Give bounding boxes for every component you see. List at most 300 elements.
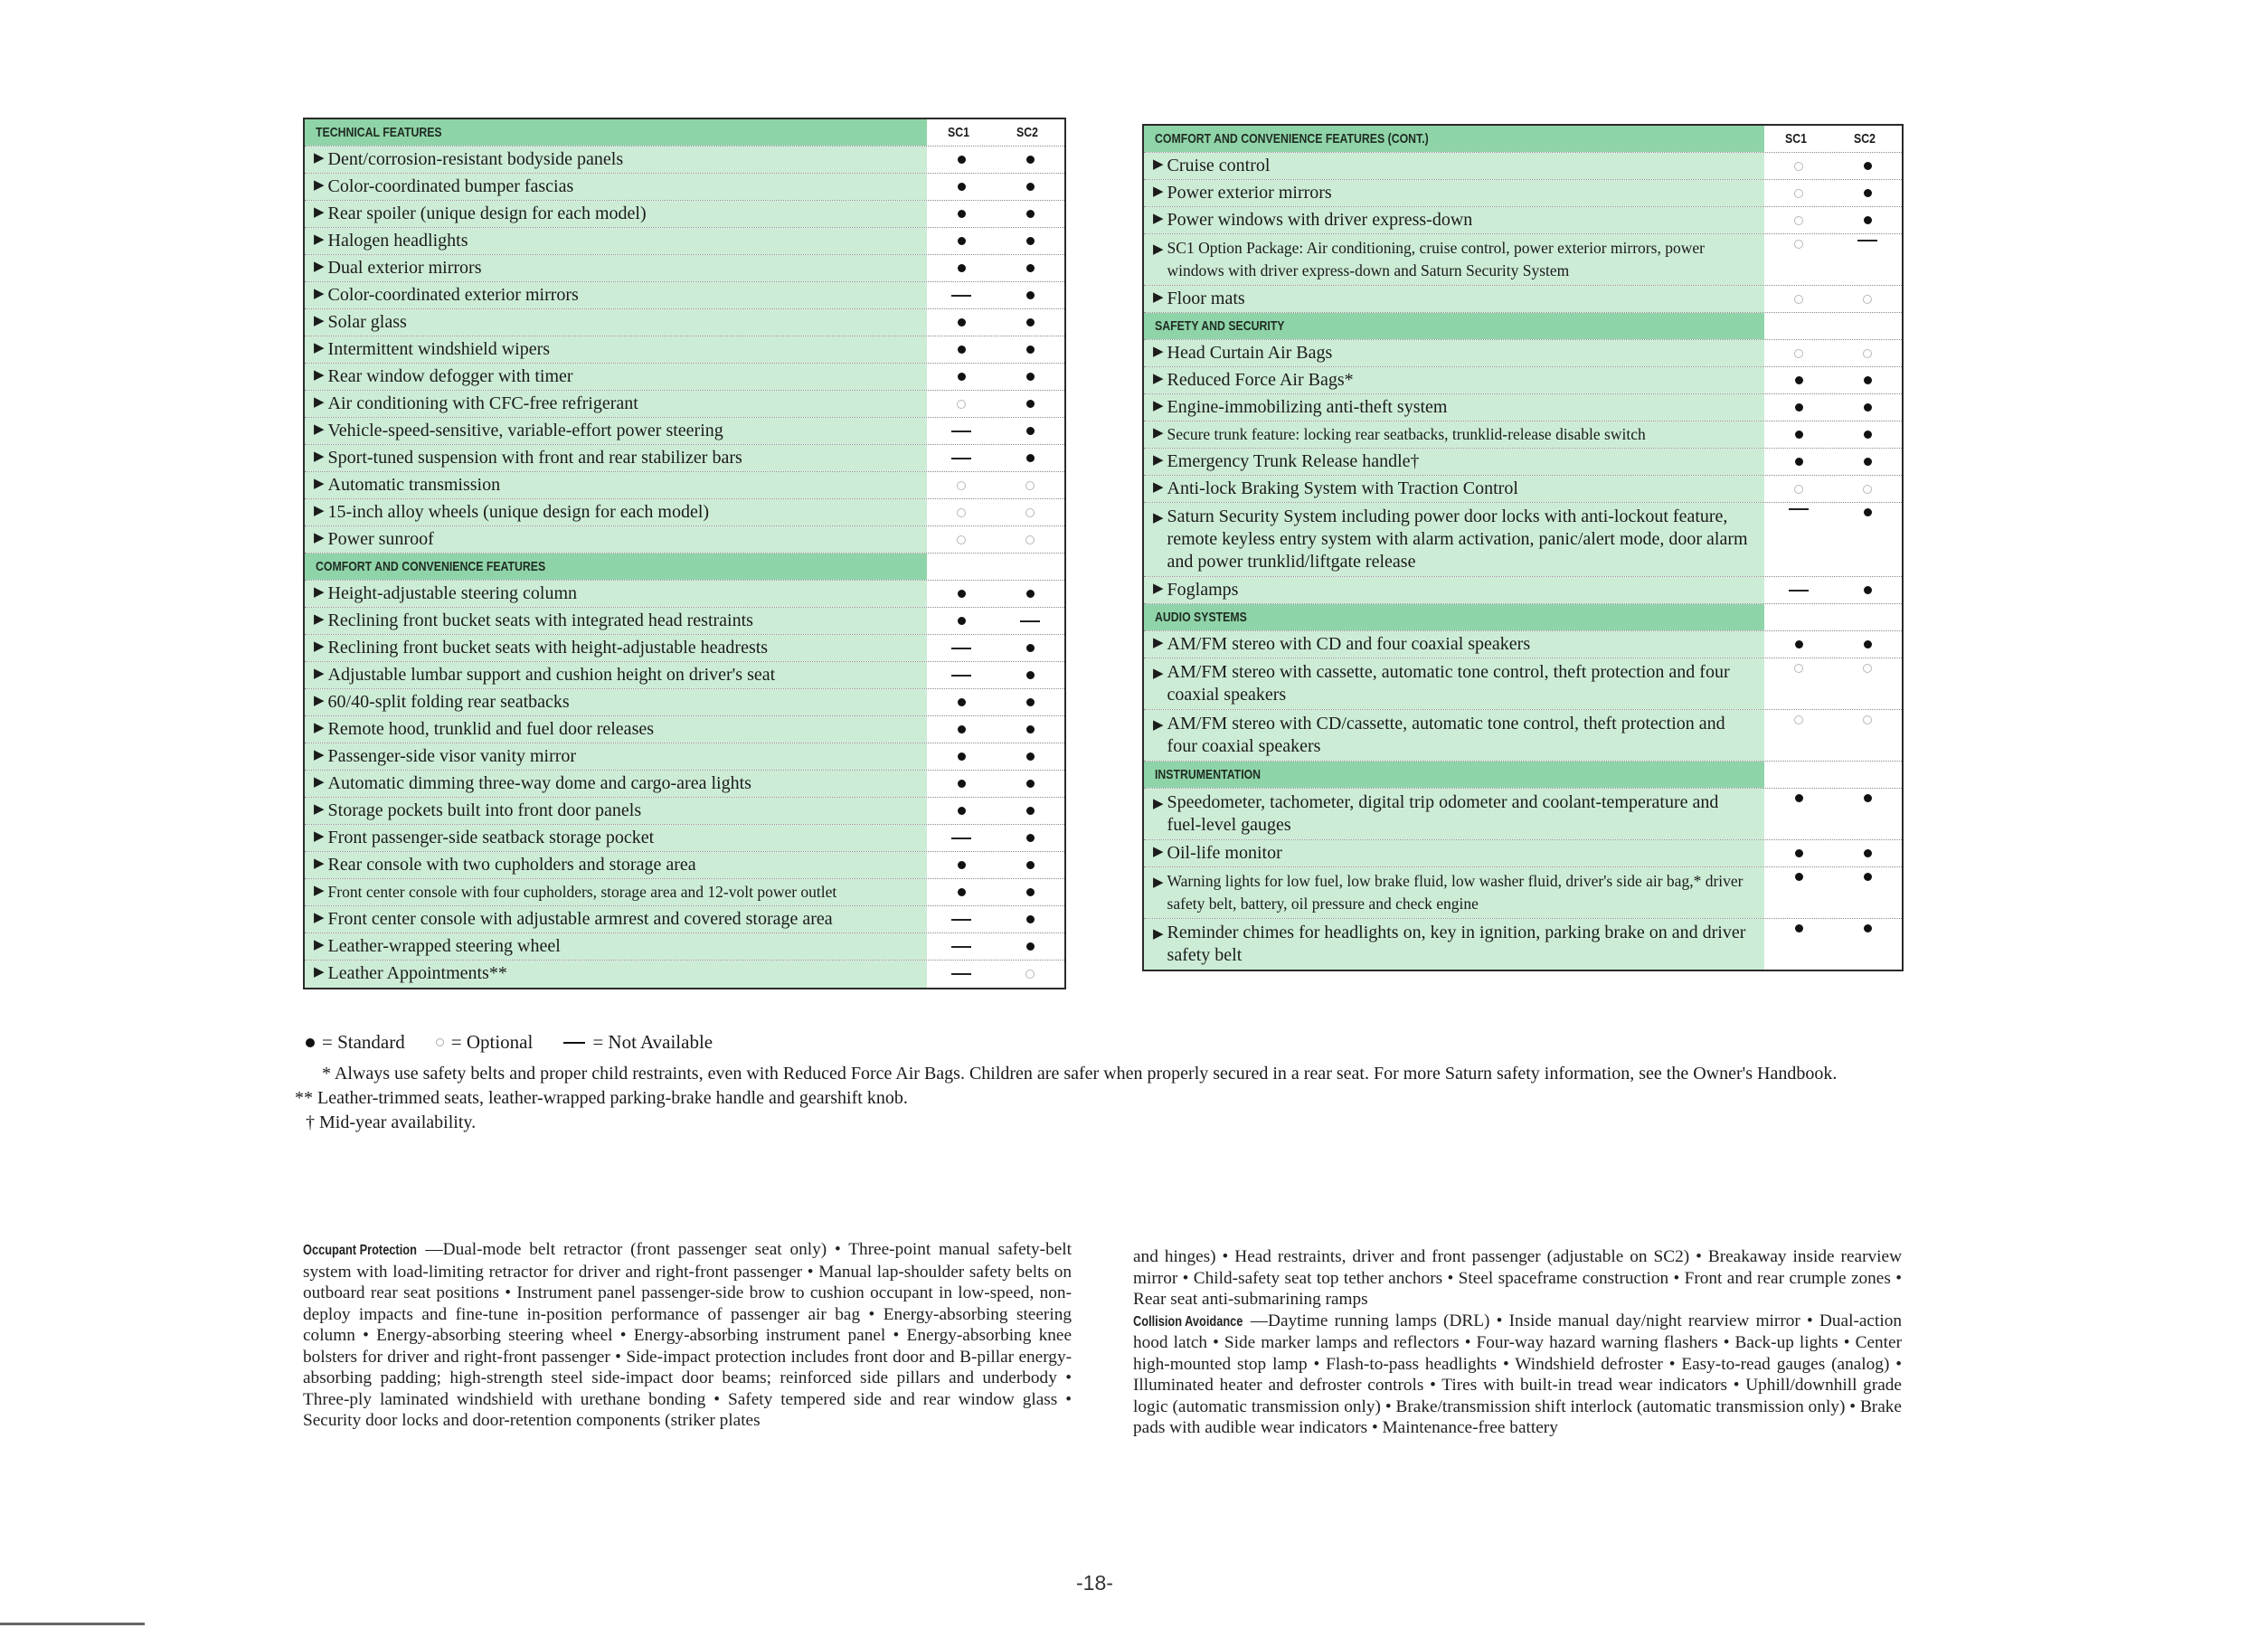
- sc1-dash-icon: [927, 418, 996, 444]
- sc1-dash-icon: [927, 933, 996, 960]
- bullet-arrow-icon: ▶: [1153, 372, 1164, 386]
- feature-label: [305, 743, 927, 770]
- bullet-arrow-icon: ▶: [1153, 927, 1164, 942]
- sc1-optional-circle-icon: [1764, 710, 1833, 761]
- column-header-sc1: [927, 119, 996, 146]
- sc2-standard-dot-icon: [1833, 840, 1902, 866]
- feature-row: [1144, 286, 1902, 313]
- sc2-dash-icon: [1833, 234, 1902, 285]
- bullet-arrow-icon: ▶: [314, 694, 325, 708]
- feature-text: Power exterior mirrors: [1167, 183, 1332, 203]
- feature-row: [305, 201, 1064, 228]
- section-header: [305, 119, 1064, 147]
- sc1-standard-dot-icon: [1764, 449, 1833, 475]
- sc2-optional-circle-icon: [996, 499, 1064, 525]
- column-header-text: SC1: [1785, 131, 1808, 147]
- sc2-standard-dot-icon: [1833, 789, 1902, 839]
- sc1-optional-circle-icon: [1764, 340, 1833, 366]
- sc1-standard-dot-icon: [1764, 394, 1833, 421]
- feature-text: AM/FM stereo with CD and four coaxial speakers: [1167, 634, 1531, 654]
- section-title: [1144, 604, 1764, 630]
- bullet-arrow-icon: ▶: [1153, 667, 1164, 681]
- feature-text: Storage pockets built into front door panels: [327, 800, 642, 820]
- feature-label: [1144, 631, 1764, 658]
- bullet-arrow-icon: ▶: [314, 450, 325, 464]
- feature-label: [1144, 840, 1764, 866]
- sc2-standard-dot-icon: [996, 418, 1064, 444]
- feature-row: [305, 391, 1064, 418]
- bullet-arrow-icon: ▶: [314, 612, 325, 627]
- sc2-standard-dot-icon: [996, 771, 1064, 797]
- sc1-standard-dot-icon: [927, 852, 996, 878]
- section-header: [1144, 126, 1902, 153]
- feature-text: Leather Appointments**: [327, 963, 507, 984]
- sc1-standard-dot-icon: [927, 255, 996, 281]
- sc2-standard-dot-icon: [996, 201, 1064, 227]
- sc2-standard-dot-icon: [996, 852, 1064, 878]
- feature-label: [305, 689, 927, 715]
- feature-row: [305, 309, 1064, 336]
- feature-label: [305, 852, 927, 878]
- feature-row: [305, 581, 1064, 608]
- feature-text: Anti-lock Braking System with Traction Control: [1167, 478, 1518, 498]
- feature-row: [1144, 789, 1902, 840]
- occupant-protection-title: Occupant Protection: [303, 1243, 417, 1258]
- bullet-arrow-icon: ▶: [314, 504, 325, 518]
- feature-row: [305, 499, 1064, 526]
- sc2-standard-dot-icon: [1833, 207, 1902, 233]
- sc2-standard-dot-icon: [996, 743, 1064, 770]
- legend-standard: [306, 1031, 405, 1054]
- feature-label: [1144, 867, 1764, 918]
- feature-row: [1144, 658, 1902, 710]
- continued-text: and hinges) • Head restraints, driver and front passenger (adjustable on SC2) • Breakaway inside rearview mirror • Child-safety seat top tether anchors • Steel spaceframe construction • Front and rear crumple zones • Rear seat anti-submarining ramps: [1133, 1247, 1902, 1309]
- feature-text: AM/FM stereo with cassette, automatic tone control, theft protection and four coaxial speakers: [1167, 662, 1730, 705]
- sc1-standard-dot-icon: [927, 608, 996, 634]
- bullet-arrow-icon: ▶: [1153, 345, 1164, 359]
- feature-text: Air conditioning with CFC-free refrigerant: [327, 393, 638, 413]
- bullet-arrow-icon: ▶: [1153, 290, 1164, 305]
- sc2-standard-dot-icon: [1833, 631, 1902, 658]
- feature-row: [1144, 394, 1902, 421]
- bullet-arrow-icon: ▶: [314, 205, 325, 220]
- section-title: [305, 554, 927, 580]
- blank-cell: [1764, 604, 1833, 630]
- bullet-arrow-icon: ▶: [314, 422, 325, 437]
- feature-row: [305, 906, 1064, 933]
- sc2-standard-dot-icon: [1833, 503, 1902, 576]
- column-header-sc1: [1764, 126, 1833, 152]
- legend-not-available: [563, 1031, 713, 1054]
- sc2-standard-dot-icon: [996, 309, 1064, 336]
- bullet-arrow-icon: ▶: [314, 857, 325, 871]
- standard-dot-icon: [306, 1038, 315, 1047]
- sc1-dash-icon: [927, 825, 996, 851]
- section-title: [1144, 126, 1764, 152]
- continued-paragraph: [1133, 1246, 1902, 1439]
- sc1-standard-dot-icon: [1764, 840, 1833, 866]
- section-header: [1144, 762, 1902, 789]
- sc1-optional-circle-icon: [1764, 286, 1833, 312]
- feature-text: Sport-tuned suspension with front and rear stabilizer bars: [327, 448, 742, 468]
- footnote-leather: ** Leather-trimmed seats, leather-wrapped parking-brake handle and gearshift knob.: [295, 1088, 908, 1108]
- bullet-arrow-icon: ▶: [314, 178, 325, 193]
- sc1-dash-icon: [927, 635, 996, 661]
- feature-label: [305, 608, 927, 634]
- sc1-standard-dot-icon: [1764, 789, 1833, 839]
- feature-row: [305, 852, 1064, 879]
- feature-text: Power windows with driver express-down: [1167, 210, 1473, 230]
- feature-text: Head Curtain Air Bags: [1167, 343, 1333, 363]
- feature-row: [305, 336, 1064, 364]
- sc1-optional-circle-icon: [927, 391, 996, 417]
- bullet-arrow-icon: ▶: [1153, 480, 1164, 495]
- feature-label: [1144, 180, 1764, 206]
- feature-label: [305, 635, 927, 661]
- feature-row: [305, 418, 1064, 445]
- sc2-standard-dot-icon: [996, 391, 1064, 417]
- feature-label: [1144, 577, 1764, 603]
- feature-text: Automatic transmission: [327, 475, 501, 495]
- feature-label: [1144, 421, 1764, 448]
- sc1-standard-dot-icon: [927, 689, 996, 715]
- bullet-arrow-icon: ▶: [314, 721, 325, 735]
- feature-text: Engine-immobilizing anti-theft system: [1167, 397, 1448, 417]
- sc1-standard-dot-icon: [927, 174, 996, 200]
- feature-text: 15-inch alloy wheels (unique design for each model): [327, 502, 710, 522]
- collision-avoidance-title: Collision Avoidance: [1133, 1313, 1243, 1330]
- feature-text: Remote hood, trunklid and fuel door releases: [327, 719, 655, 739]
- feature-text: Power sunroof: [327, 529, 434, 549]
- bullet-arrow-icon: ▶: [314, 965, 325, 980]
- feature-text: Front passenger-side seatback storage pocket: [327, 828, 655, 847]
- sc1-standard-dot-icon: [927, 771, 996, 797]
- feature-row: [1144, 180, 1902, 207]
- bullet-arrow-icon: ▶: [314, 341, 325, 355]
- feature-text: Adjustable lumbar support and cushion height on driver's seat: [327, 665, 776, 685]
- feature-text: Cruise control: [1167, 156, 1271, 175]
- feature-row: [305, 255, 1064, 282]
- blank-cell: [1833, 762, 1902, 788]
- bullet-arrow-icon: ▶: [314, 151, 325, 166]
- sc2-standard-dot-icon: [1833, 421, 1902, 448]
- blank-cell: [1833, 313, 1902, 339]
- footnote-air-bags: * Always use safety belts and proper child restraints, even with Reduced Force Air Bags. Children are safer when properly secured in a rear seat. For more Saturn safety information, see the Owner's Handbook.: [322, 1064, 1838, 1084]
- sc2-optional-circle-icon: [996, 472, 1064, 498]
- bullet-arrow-icon: ▶: [1153, 511, 1164, 525]
- column-header-sc2: [1833, 126, 1902, 152]
- sc2-standard-dot-icon: [996, 228, 1064, 254]
- bullet-arrow-icon: ▶: [314, 829, 325, 844]
- bullet-arrow-icon: ▶: [314, 531, 325, 545]
- blank-cell: [1764, 762, 1833, 788]
- bullet-arrow-icon: ▶: [1153, 399, 1164, 413]
- feature-label: [305, 825, 927, 851]
- section-header: [1144, 604, 1902, 631]
- sc1-standard-dot-icon: [927, 201, 996, 227]
- sc2-dash-icon: [996, 608, 1064, 634]
- sc1-standard-dot-icon: [1764, 421, 1833, 448]
- sc1-standard-dot-icon: [927, 879, 996, 905]
- feature-row: [305, 961, 1064, 988]
- feature-text: SC1 Option Package: Air conditioning, cruise control, power exterior mirrors, power windows with driver express-down and Saturn Security System: [1167, 239, 1705, 279]
- bottom-rule: [0, 1623, 145, 1625]
- feature-label: [305, 472, 927, 498]
- feature-table-right: [1142, 124, 1904, 971]
- column-header-text: SC2: [1016, 125, 1039, 140]
- feature-label: [305, 933, 927, 960]
- feature-row: [305, 879, 1064, 906]
- sc2-standard-dot-icon: [1833, 367, 1902, 393]
- sc2-standard-dot-icon: [996, 906, 1064, 932]
- sc1-dash-icon: [927, 662, 996, 688]
- feature-label: [1144, 503, 1764, 576]
- sc1-standard-dot-icon: [927, 743, 996, 770]
- feature-row: [1144, 421, 1902, 449]
- sc1-standard-dot-icon: [927, 147, 996, 173]
- feature-label: [305, 581, 927, 607]
- bullet-arrow-icon: ▶: [314, 911, 325, 925]
- legend-standard-label: = Standard: [322, 1031, 405, 1053]
- feature-row: [305, 798, 1064, 825]
- sc1-optional-circle-icon: [1764, 180, 1833, 206]
- feature-text: Passenger-side visor vanity mirror: [327, 746, 577, 766]
- feature-label: [305, 445, 927, 471]
- feature-label: [1144, 658, 1764, 709]
- sc1-dash-icon: [927, 961, 996, 988]
- feature-text: Color-coordinated bumper fascias: [327, 176, 574, 196]
- feature-row: [305, 689, 1064, 716]
- bullet-arrow-icon: ▶: [1153, 157, 1164, 172]
- feature-text: Reclining front bucket seats with height-adjustable headrests: [327, 638, 769, 658]
- feature-label: [1144, 394, 1764, 421]
- dash-icon: [563, 1042, 585, 1044]
- bullet-arrow-icon: ▶: [1153, 426, 1164, 440]
- sc1-standard-dot-icon: [927, 228, 996, 254]
- sc2-standard-dot-icon: [1833, 394, 1902, 421]
- blank-cell: [996, 554, 1064, 580]
- feature-row: [305, 662, 1064, 689]
- sc1-standard-dot-icon: [927, 336, 996, 363]
- bullet-arrow-icon: ▶: [1153, 582, 1164, 596]
- feature-text: Reclining front bucket seats with integrated head restraints: [327, 610, 753, 630]
- sc2-standard-dot-icon: [996, 255, 1064, 281]
- sc1-standard-dot-icon: [927, 309, 996, 336]
- section-header: [1144, 313, 1902, 340]
- sc1-optional-circle-icon: [1764, 153, 1833, 179]
- feature-text: Speedometer, tachometer, digital trip odometer and coolant-temperature and fuel-level gauges: [1167, 792, 1719, 835]
- feature-text: Intermittent windshield wipers: [327, 339, 551, 359]
- feature-text: Foglamps: [1167, 580, 1239, 600]
- occupant-protection-paragraph: [303, 1239, 1072, 1432]
- sc1-optional-circle-icon: [1764, 476, 1833, 502]
- feature-label: [1144, 449, 1764, 475]
- bullet-arrow-icon: ▶: [314, 775, 325, 790]
- bullet-arrow-icon: ▶: [1153, 636, 1164, 650]
- sc2-standard-dot-icon: [996, 933, 1064, 960]
- sc1-dash-icon: [1764, 577, 1833, 603]
- legend-optional-label: = Optional: [450, 1031, 534, 1053]
- sc2-standard-dot-icon: [996, 879, 1064, 905]
- legend-na-label: = Not Available: [592, 1031, 713, 1053]
- bullet-arrow-icon: ▶: [314, 802, 325, 817]
- feature-text: Leather-wrapped steering wheel: [327, 936, 561, 956]
- feature-label: [305, 391, 927, 417]
- feature-row: [1144, 867, 1902, 919]
- feature-text: Front center console with four cupholders, storage area and 12-volt power outlet: [327, 883, 837, 901]
- feature-label: [305, 526, 927, 553]
- footnote-mid-year: † Mid-year availability.: [306, 1112, 477, 1132]
- feature-text: Automatic dimming three-way dome and cargo-area lights: [327, 773, 751, 793]
- collision-avoidance-paragraph: [1133, 1311, 1902, 1439]
- feature-label: [1144, 367, 1764, 393]
- section-title-text: COMFORT AND CONVENIENCE FEATURES (CONT.): [1155, 131, 1429, 147]
- sc2-standard-dot-icon: [996, 798, 1064, 824]
- feature-row: [1144, 577, 1902, 604]
- feature-label: [1144, 234, 1764, 285]
- sc1-dash-icon: [927, 906, 996, 932]
- section-title: [1144, 313, 1764, 339]
- sc1-optional-circle-icon: [927, 499, 996, 525]
- section-title: [1144, 762, 1764, 788]
- feature-label: [305, 228, 927, 254]
- sc2-optional-circle-icon: [996, 961, 1064, 988]
- feature-text: Rear spoiler (unique design for each model): [327, 204, 647, 223]
- sc1-optional-circle-icon: [1764, 234, 1833, 285]
- sc2-standard-dot-icon: [996, 716, 1064, 743]
- bullet-arrow-icon: ▶: [1153, 718, 1164, 733]
- feature-row: [305, 282, 1064, 309]
- sc2-optional-circle-icon: [1833, 340, 1902, 366]
- feature-label: [305, 309, 927, 336]
- feature-text: Rear console with two cupholders and storage area: [327, 855, 696, 875]
- feature-label: [305, 662, 927, 688]
- feature-row: [1144, 476, 1902, 503]
- sc2-standard-dot-icon: [996, 825, 1064, 851]
- sc1-standard-dot-icon: [1764, 867, 1833, 918]
- sc2-standard-dot-icon: [996, 635, 1064, 661]
- feature-label: [1144, 710, 1764, 761]
- feature-row: [305, 635, 1064, 662]
- feature-label: [305, 418, 927, 444]
- feature-text: Color-coordinated exterior mirrors: [327, 285, 579, 305]
- page-number: -18-: [1076, 1571, 1113, 1595]
- bullet-arrow-icon: ▶: [314, 260, 325, 274]
- bullet-arrow-icon: ▶: [314, 884, 325, 898]
- bullet-arrow-icon: ▶: [314, 395, 325, 410]
- feature-text: Warning lights for low fuel, low brake fluid, low washer fluid, driver's side air bag,* driver safety belt, battery, oil pressure and check engine: [1167, 872, 1744, 913]
- feature-text: 60/40-split folding rear seatbacks: [327, 692, 570, 712]
- feature-text: Rear window defogger with timer: [327, 366, 573, 386]
- section-title-text: AUDIO SYSTEMS: [1155, 610, 1247, 625]
- feature-row: [1144, 207, 1902, 234]
- column-header-sc2: [996, 119, 1064, 146]
- sc2-standard-dot-icon: [1833, 577, 1902, 603]
- bullet-arrow-icon: ▶: [314, 368, 325, 383]
- sc2-standard-dot-icon: [1833, 919, 1902, 970]
- bullet-arrow-icon: ▶: [314, 287, 325, 301]
- blank-cell: [1833, 604, 1902, 630]
- bullet-arrow-icon: ▶: [314, 748, 325, 762]
- feature-row: [305, 364, 1064, 391]
- bullet-arrow-icon: ▶: [314, 667, 325, 681]
- feature-text: Secure trunk feature: locking rear seatbacks, trunklid-release disable switch: [1167, 425, 1646, 443]
- bullet-arrow-icon: ▶: [314, 585, 325, 600]
- sc1-standard-dot-icon: [1764, 367, 1833, 393]
- sc2-standard-dot-icon: [996, 581, 1064, 607]
- feature-text: Reduced Force Air Bags*: [1167, 370, 1354, 390]
- collision-avoidance-text: —Daytime running lamps (DRL) • Inside manual day/night rearview mirror • Dual-action hood latch • Side marker lamps and reflectors • Four-way hazard warning flashers • Back-up lights • Center high-mounted stop lamp • Flash-to-pass headlights • Windshield defroster • Easy-to-read gauges (analog) • Illuminated heater and defroster controls • Tires with built-in tread wear indicators • Uphill/downhill grade logic (automatic transmission only) • Brake/transmission shift interlock (automatic transmission only) • Brake pads with audible wear indicators • Maintenance-free battery: [1133, 1311, 1902, 1437]
- feature-row: [1144, 710, 1902, 762]
- feature-label: [305, 336, 927, 363]
- bullet-arrow-icon: ▶: [314, 938, 325, 952]
- column-header-text: SC2: [1854, 131, 1876, 147]
- feature-text: Front center console with adjustable armrest and covered storage area: [327, 909, 833, 929]
- sc2-standard-dot-icon: [996, 364, 1064, 390]
- blank-cell: [1764, 313, 1833, 339]
- feature-row: [1144, 503, 1902, 577]
- feature-label: [305, 255, 927, 281]
- feature-text: Dent/corrosion-resistant bodyside panels: [327, 149, 624, 169]
- bullet-arrow-icon: ▶: [314, 232, 325, 247]
- occupant-protection-text: —Dual-mode belt retractor (front passenger seat only) • Three-point manual safety-belt system with load-limiting retractor for driver and right-front passenger • Manual lap-shoulder safety belts on outboard rear seat positions • Instrument panel passenger-side brow to cushion occupant in low-speed, non-deploy impacts and fine-tune in-position performance of passenger air bag • Energy-absorbing steering column • Energy-absorbing steering wheel • Energy-absorbing instrument panel • Energy-absorbing knee bolsters for driver and right-front passenger • Side-impact protection includes front door and B-pillar energy-absorbing padding; high-strength steel side-impact door beams; reinforced side pillars and underbody • Three-ply laminated windshield with urethane bonding • Safety tempered side and rear window glass • Security door locks and door-retention components (striker plates: [303, 1240, 1072, 1430]
- feature-row: [305, 147, 1064, 174]
- feature-label: [305, 879, 927, 905]
- feature-text: Reminder chimes for headlights on, key in ignition, parking brake on and driver safety belt: [1167, 923, 1746, 965]
- section-title-text: TECHNICAL FEATURES: [316, 125, 442, 140]
- feature-text: Solar glass: [327, 312, 407, 332]
- feature-row: [305, 743, 1064, 771]
- feature-row: [1144, 234, 1902, 286]
- bullet-arrow-icon: ▶: [1153, 185, 1164, 199]
- feature-text: Oil-life monitor: [1167, 843, 1282, 863]
- bullet-arrow-icon: ▶: [1153, 797, 1164, 811]
- section-title-text: COMFORT AND CONVENIENCE FEATURES: [316, 559, 546, 574]
- feature-table-left: [303, 118, 1066, 989]
- feature-row: [305, 608, 1064, 635]
- feature-row: [305, 472, 1064, 499]
- section-title-text: SAFETY AND SECURITY: [1155, 318, 1285, 334]
- sc2-standard-dot-icon: [996, 282, 1064, 308]
- sc2-standard-dot-icon: [1833, 153, 1902, 179]
- feature-row: [305, 526, 1064, 554]
- sc2-standard-dot-icon: [1833, 867, 1902, 918]
- sc2-standard-dot-icon: [996, 445, 1064, 471]
- feature-text: AM/FM stereo with CD/cassette, automatic tone control, theft protection and four coaxial speakers: [1167, 714, 1725, 756]
- section-title: [305, 119, 927, 146]
- sc2-standard-dot-icon: [996, 689, 1064, 715]
- sc2-optional-circle-icon: [1833, 710, 1902, 761]
- column-header-text: SC1: [948, 125, 970, 140]
- feature-row: [305, 174, 1064, 201]
- legend: [306, 1031, 743, 1054]
- sc2-optional-circle-icon: [1833, 476, 1902, 502]
- sc1-optional-circle-icon: [1764, 658, 1833, 709]
- optional-circle-icon: [436, 1038, 444, 1046]
- feature-row: [305, 445, 1064, 472]
- feature-label: [305, 201, 927, 227]
- feature-row: [1144, 153, 1902, 180]
- blank-cell: [927, 554, 996, 580]
- sc2-standard-dot-icon: [996, 662, 1064, 688]
- bullet-arrow-icon: ▶: [1153, 845, 1164, 859]
- bullet-arrow-icon: ▶: [1153, 453, 1164, 468]
- bullet-arrow-icon: ▶: [314, 314, 325, 328]
- sc2-standard-dot-icon: [1833, 449, 1902, 475]
- feature-row: [305, 933, 1064, 961]
- sc2-optional-circle-icon: [1833, 286, 1902, 312]
- feature-row: [1144, 840, 1902, 867]
